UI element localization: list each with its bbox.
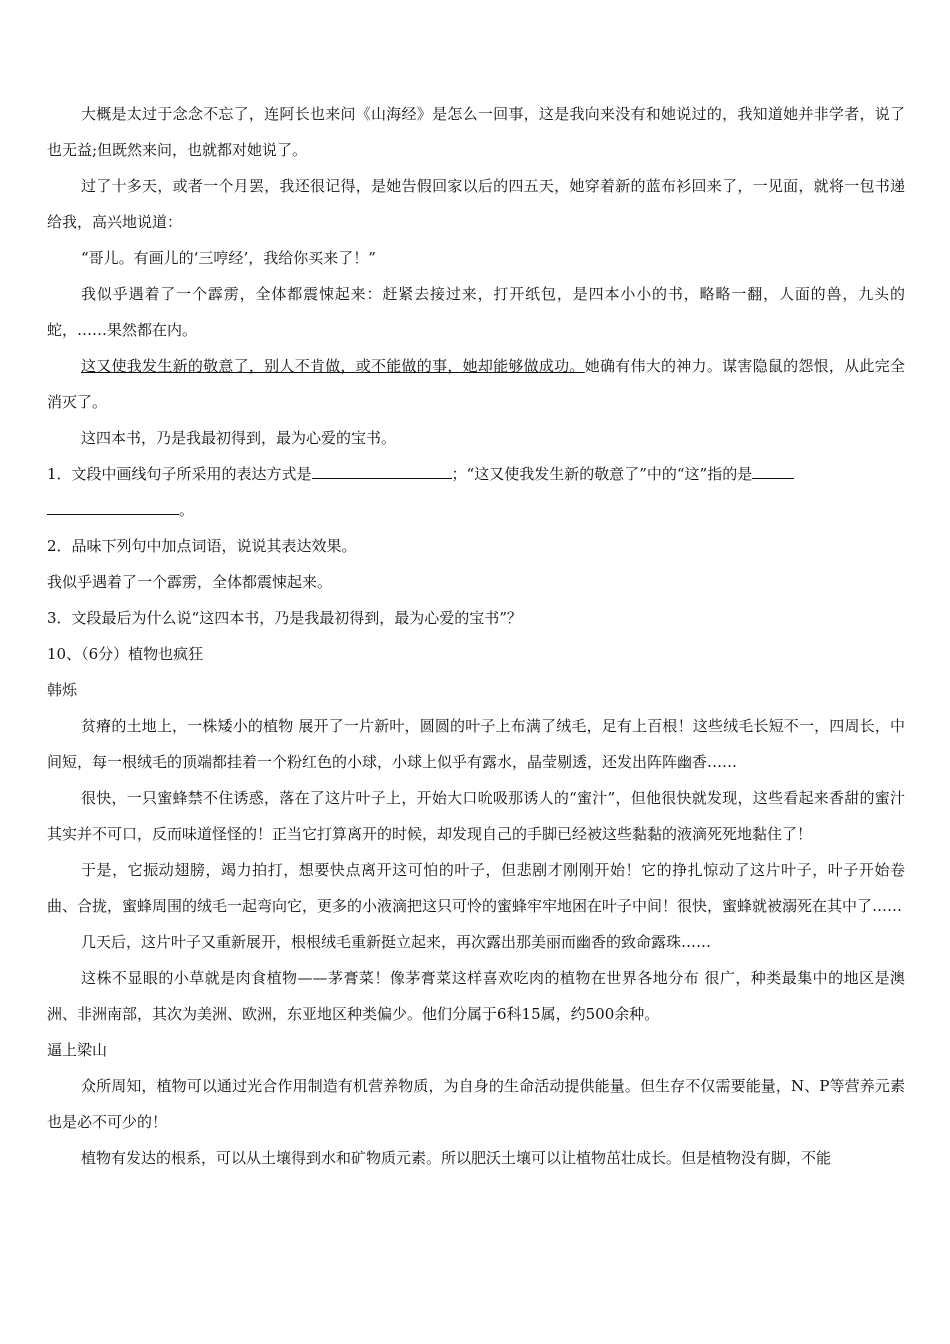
paragraph: 过了十多天，或者一个月罢，我还很记得，是她告假回家以后的四五天，她穿着新的蓝布衫回来了，一见面，就将一包书递给我，高兴地说道： xyxy=(47,177,905,231)
paragraph: 这四本书，乃是我最初得到，最为心爱的宝书。 xyxy=(81,429,397,447)
paragraph: 很快，一只蜜蜂禁不住诱惑，落在了这片叶子上，开始大口吮吸那诱人的“蜜汁”，但他很快就发现，这些看起来香甜的蜜汁其实并不可口，反而味道怪怪的！正当它打算离开的时候，却发现自己的手脚已经被这些黏黏的液滴死死地黏住了！ xyxy=(47,789,905,843)
question-text: 。 xyxy=(179,501,195,519)
paragraph: 大概是太过于念念不忘了，连阿长也来问《山海经》是怎么一回事，这是我向来没有和她说过的，我知道她并非学者，说了也无益;但既然来问，也就都对她说了。 xyxy=(47,105,905,159)
paragraph-text: 她确有伟大的神力。谋害隐鼠的怨恨，从此完全消灭了。 xyxy=(47,357,905,411)
subheading: 逼上梁山 xyxy=(47,1041,108,1059)
document-page xyxy=(47,96,905,1176)
paragraph xyxy=(47,348,905,420)
author: 韩烁 xyxy=(47,681,78,699)
paragraph: 于是，它振动翅膀，竭力拍打，想要快点离开这可怕的叶子，但悲剧才刚刚开始！它的挣扎惊动了这片叶子，叶子开始卷曲、合拢，蜜蜂周围的绒毛一起弯向它，更多的小液滴把这只可怜的蜜蜂牢牢地困在叶子中间！很快，蜜蜂就被溺死在其中了…… xyxy=(47,861,905,915)
paragraph: 这株不显眼的小草就是肉食植物——茅膏菜！像茅膏菜这样喜欢吃肉的植物在世界各地分布 很广，种类最集中的地区是澳洲、非洲南部，其次为美洲、欧洲，东亚地区种类偏少。他们分属于6科15属，约500余种。 xyxy=(47,969,905,1023)
question-text: 1．文段中画线句子所采用的表达方式是 xyxy=(47,465,312,483)
paragraph: 几天后，这片叶子又重新展开，根根绒毛重新挺立起来，再次露出那美丽而幽香的致命露珠…… xyxy=(81,933,712,951)
paragraph: 植物有发达的根系，可以从土壤得到水和矿物质元素。所以肥沃土壤可以让植物茁壮成长。但是植物没有脚，不能 xyxy=(81,1149,832,1167)
question-3: 3．文段最后为什么说“这四本书，乃是我最初得到，最为心爱的宝书”？ xyxy=(47,609,522,627)
question-1 xyxy=(47,456,905,528)
underlined-sentence: 这又使我发生新的敬意了，别人不肯做，或不能做的事，她却能够做成功。 xyxy=(81,357,585,375)
question-text: ；“这又使我发生新的敬意了”中的“这”指的是 xyxy=(451,465,753,483)
paragraph: 我似乎遇着了一个霹雳，全体都震悚起来：赶紧去接过来，打开纸包，是四本小小的书，略略一翻，人面的兽，九头的蛇，……果然都在内。 xyxy=(47,285,905,339)
answer-blank[interactable] xyxy=(312,462,452,479)
answer-blank[interactable] xyxy=(47,498,179,515)
section-heading: 10、（6分）植物也疯狂 xyxy=(47,645,204,663)
quote-paragraph: “哥儿。有画儿的‘三哼经’，我给你买来了！” xyxy=(81,249,376,267)
paragraph: 贫瘠的土地上，一株矮小的植物 展开了一片新叶，圆圆的叶子上布满了绒毛，足有上百根！这些绒毛长短不一，四周长，中间短，每一根绒毛的顶端都挂着一个粉红色的小球，小球上似乎有露水，晶莹剔透，还发出阵阵幽香…… xyxy=(47,717,905,771)
question-2-sentence: 我似乎遇着了一个霹雳，全体都震悚起来。 xyxy=(47,573,333,591)
paragraph: 众所周知，植物可以通过光合作用制造有机营养物质，为自身的生命活动提供能量。但生存不仅需要能量，N、P等营养元素也是必不可少的！ xyxy=(47,1077,905,1131)
answer-blank[interactable] xyxy=(752,462,794,479)
question-2: 2．品味下列句中加点词语，说说其表达效果。 xyxy=(47,537,357,555)
